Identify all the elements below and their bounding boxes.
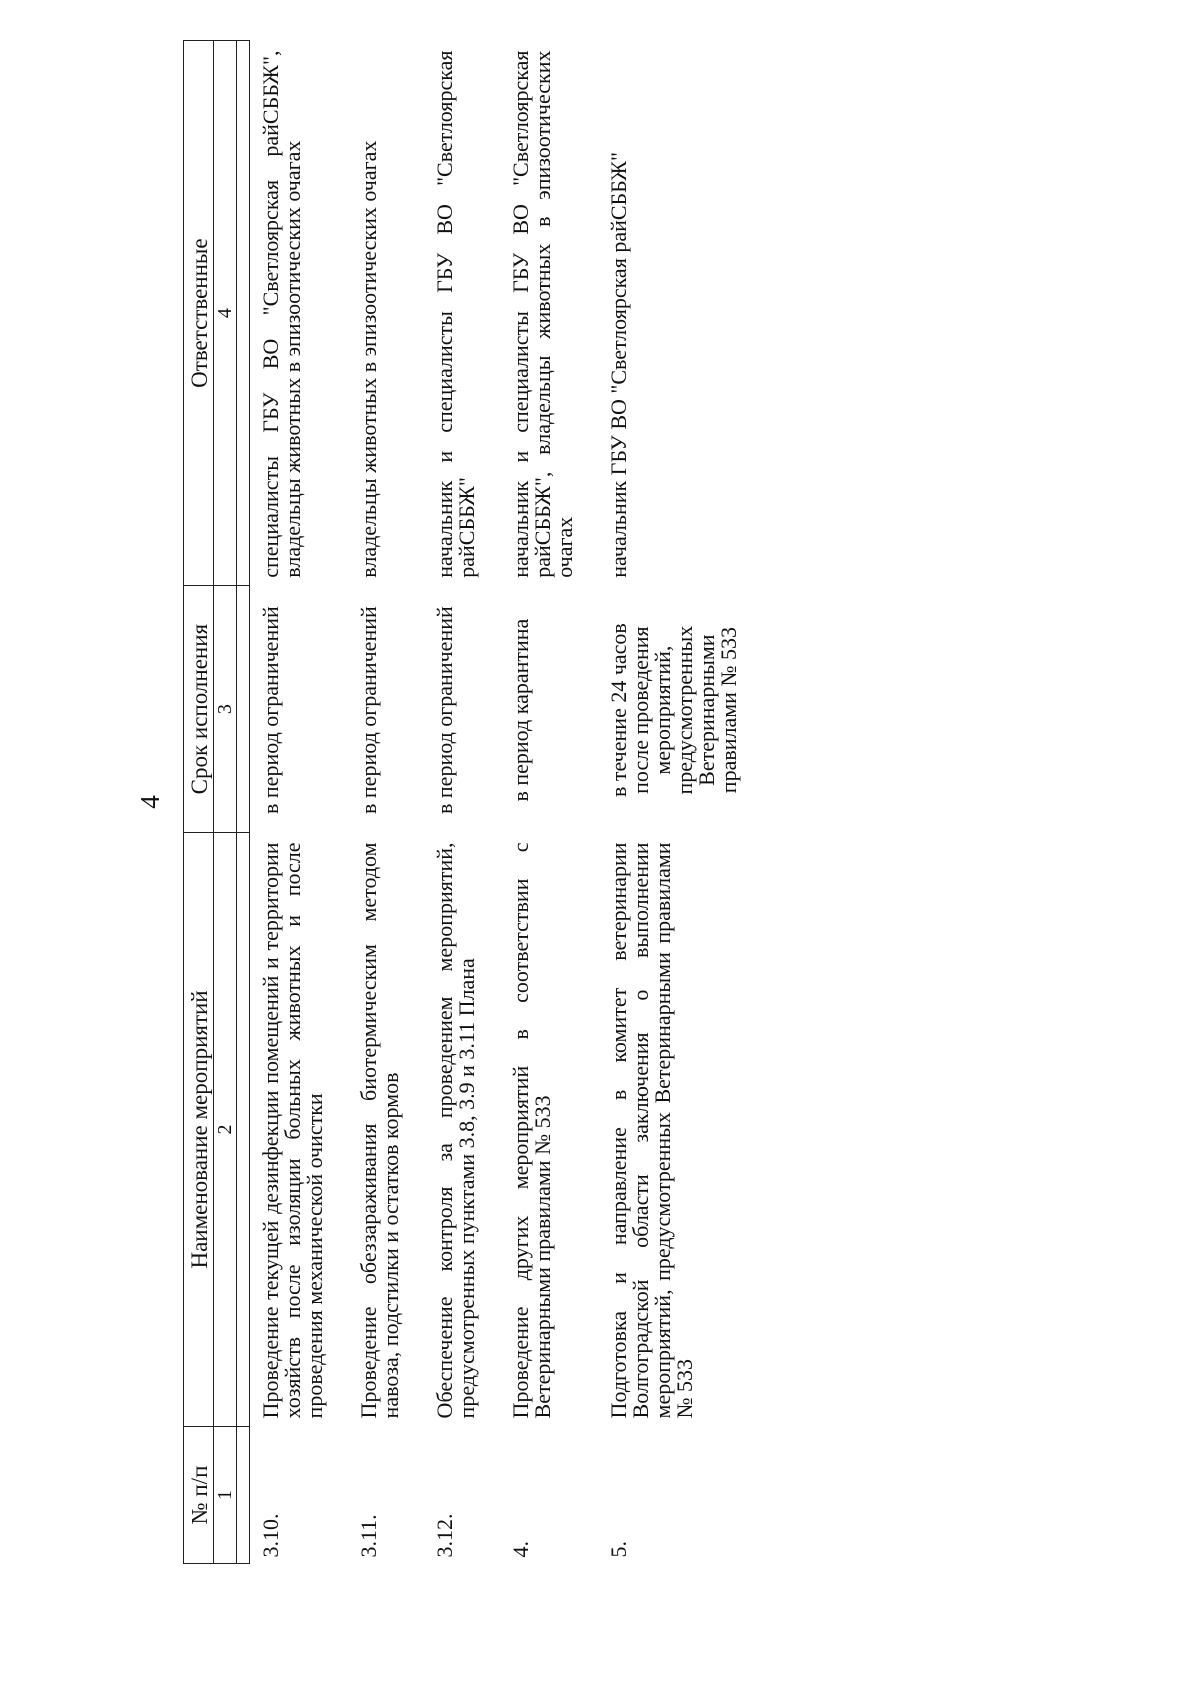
header-term: Срок исполнения	[184, 586, 214, 833]
row-term: в период ограничений	[356, 606, 381, 814]
measures-table	[183, 40, 740, 1564]
row-name: Обеспечение контроля за проведением мероприятий, предусмотренных пунктами 3.8, 3.9 и 3.11 Плана	[432, 842, 479, 1419]
row-num: 4.	[508, 1541, 533, 1558]
rotated-document-page	[125, 40, 815, 1564]
table-row	[500, 41, 576, 1564]
table-row	[348, 41, 402, 1564]
header-num: № п/п	[184, 1426, 214, 1563]
header-gap-row	[237, 41, 250, 1564]
row-name: Проведение текущей дезинфекции помещений и территории хозяйств после изоляции больных животных и после проведения механической очистки	[258, 842, 327, 1419]
row-term: в период ограничений	[432, 606, 457, 814]
row-term: в период карантина	[508, 618, 533, 802]
column-number: 2	[214, 832, 237, 1426]
header-name: Наименование мероприятий	[184, 832, 214, 1426]
row-term: в течение 24 часов после проведения мероприятий, предусмотренных Ветеринарными правилами № 533	[606, 623, 741, 798]
row-name: Проведение других мероприятий в соответствии с Ветеринарными правилами № 533	[508, 842, 555, 1419]
row-term: в период ограничений	[258, 606, 283, 814]
row-num: 3.10.	[258, 1513, 283, 1558]
row-num: 3.11.	[356, 1514, 381, 1558]
row-name: Подготовка и направление в комитет ветеринарии Волгоградской области заключения о выполнении мероприятий, предусмотренных Ветеринарными правилами № 533	[606, 842, 697, 1419]
table-row	[598, 41, 740, 1564]
row-responsible: начальник и специалисты ГБУ ВО "Светлоярская райСББЖ", владельцы животных в эпизоотических очагах	[508, 50, 577, 578]
row-responsible: владельцы животных в эпизоотических очагах	[356, 140, 381, 578]
row-num: 3.12.	[432, 1513, 457, 1558]
table-header-row	[184, 41, 214, 1564]
column-number: 4	[214, 41, 237, 586]
table-row	[424, 41, 478, 1564]
column-number: 3	[214, 586, 237, 833]
row-num: 5.	[606, 1541, 631, 1558]
row-responsible: специалисты ГБУ ВО "Светлоярская райСББЖ", владельцы животных в эпизоотических очагах	[258, 50, 305, 578]
table-row	[250, 41, 327, 1564]
page-number: 4	[135, 795, 165, 809]
header-responsible: Ответственные	[184, 41, 214, 586]
row-name: Проведение обеззараживания биотермическим методом навоза, подстилки и остатков кормов	[356, 842, 403, 1419]
column-number: 1	[214, 1426, 237, 1563]
column-number-row	[214, 41, 237, 1564]
row-responsible: начальник и специалисты ГБУ ВО "Светлоярская райСББЖ"	[432, 50, 479, 578]
row-responsible: начальник ГБУ ВО "Светлоярская райСББЖ"	[606, 152, 631, 578]
